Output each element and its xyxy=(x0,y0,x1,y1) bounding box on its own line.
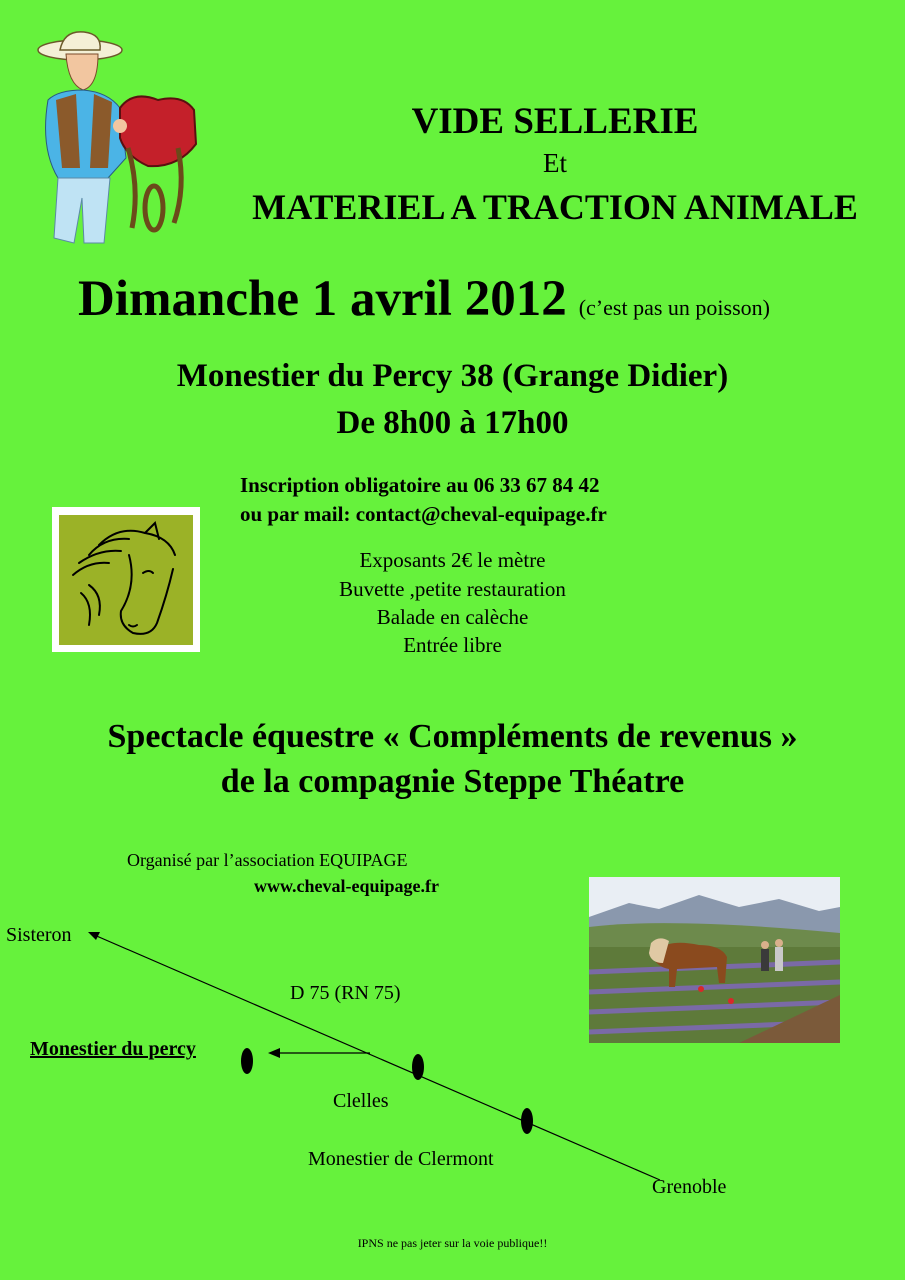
map-label-grenoble: Grenoble xyxy=(652,1176,727,1198)
info-line: Exposants 2€ le mètre xyxy=(359,548,546,572)
event-date-line xyxy=(78,270,770,328)
title-line-1: VIDE SELLERIE xyxy=(411,101,699,142)
horse-head-picture xyxy=(52,507,200,652)
map-label-monestier-clermont: Monestier de Clermont xyxy=(308,1148,494,1170)
event-date: Dimanche 1 avril 2012 xyxy=(78,271,567,327)
title-line-3: MATERIEL A TRACTION ANIMALE xyxy=(252,187,858,227)
map-label-road: D 75 (RN 75) xyxy=(290,982,401,1004)
arrow-to-monestier-icon xyxy=(268,1048,280,1058)
show-title: Spectacle équestre « Compléments de revenus » xyxy=(107,718,798,755)
town-marker-monestier-clermont xyxy=(521,1108,533,1134)
event-place: Monestier du Percy 38 (Grange Didier) xyxy=(176,358,729,394)
event-hours: De 8h00 à 17h00 xyxy=(336,405,569,441)
info-line: Buvette ,petite restauration xyxy=(339,577,566,601)
info-line: Entrée libre xyxy=(403,633,502,657)
registration-phone: Inscription obligatoire au 06 33 67 84 42 xyxy=(240,473,600,497)
horse-head-icon xyxy=(59,515,193,645)
footer-notice: IPNS ne pas jeter sur la voie publique!! xyxy=(357,1236,548,1250)
road-map xyxy=(0,900,905,1230)
arrow-to-sisteron-icon xyxy=(88,932,100,940)
info-line: Balade en calèche xyxy=(376,605,529,629)
map-label-monestier-percy: Monestier du percy xyxy=(30,1038,196,1060)
town-marker-clelles xyxy=(412,1054,424,1080)
map-label-clelles: Clelles xyxy=(333,1090,389,1112)
registration-email: ou par mail: contact@cheval-equipage.fr xyxy=(240,502,607,526)
title-line-2: Et xyxy=(543,148,567,178)
town-marker-monestier-percy xyxy=(241,1048,253,1074)
date-note: (c’est pas un poisson) xyxy=(578,295,770,320)
organizer-text: Organisé par l’association EQUIPAGE xyxy=(127,850,408,870)
show-company: de la compagnie Steppe Théatre xyxy=(220,763,685,800)
map-label-sisteron: Sisteron xyxy=(6,924,72,946)
cowboy-saddle-illustration xyxy=(28,28,198,250)
organizer-website-link[interactable]: www.cheval-equipage.fr xyxy=(254,876,439,896)
